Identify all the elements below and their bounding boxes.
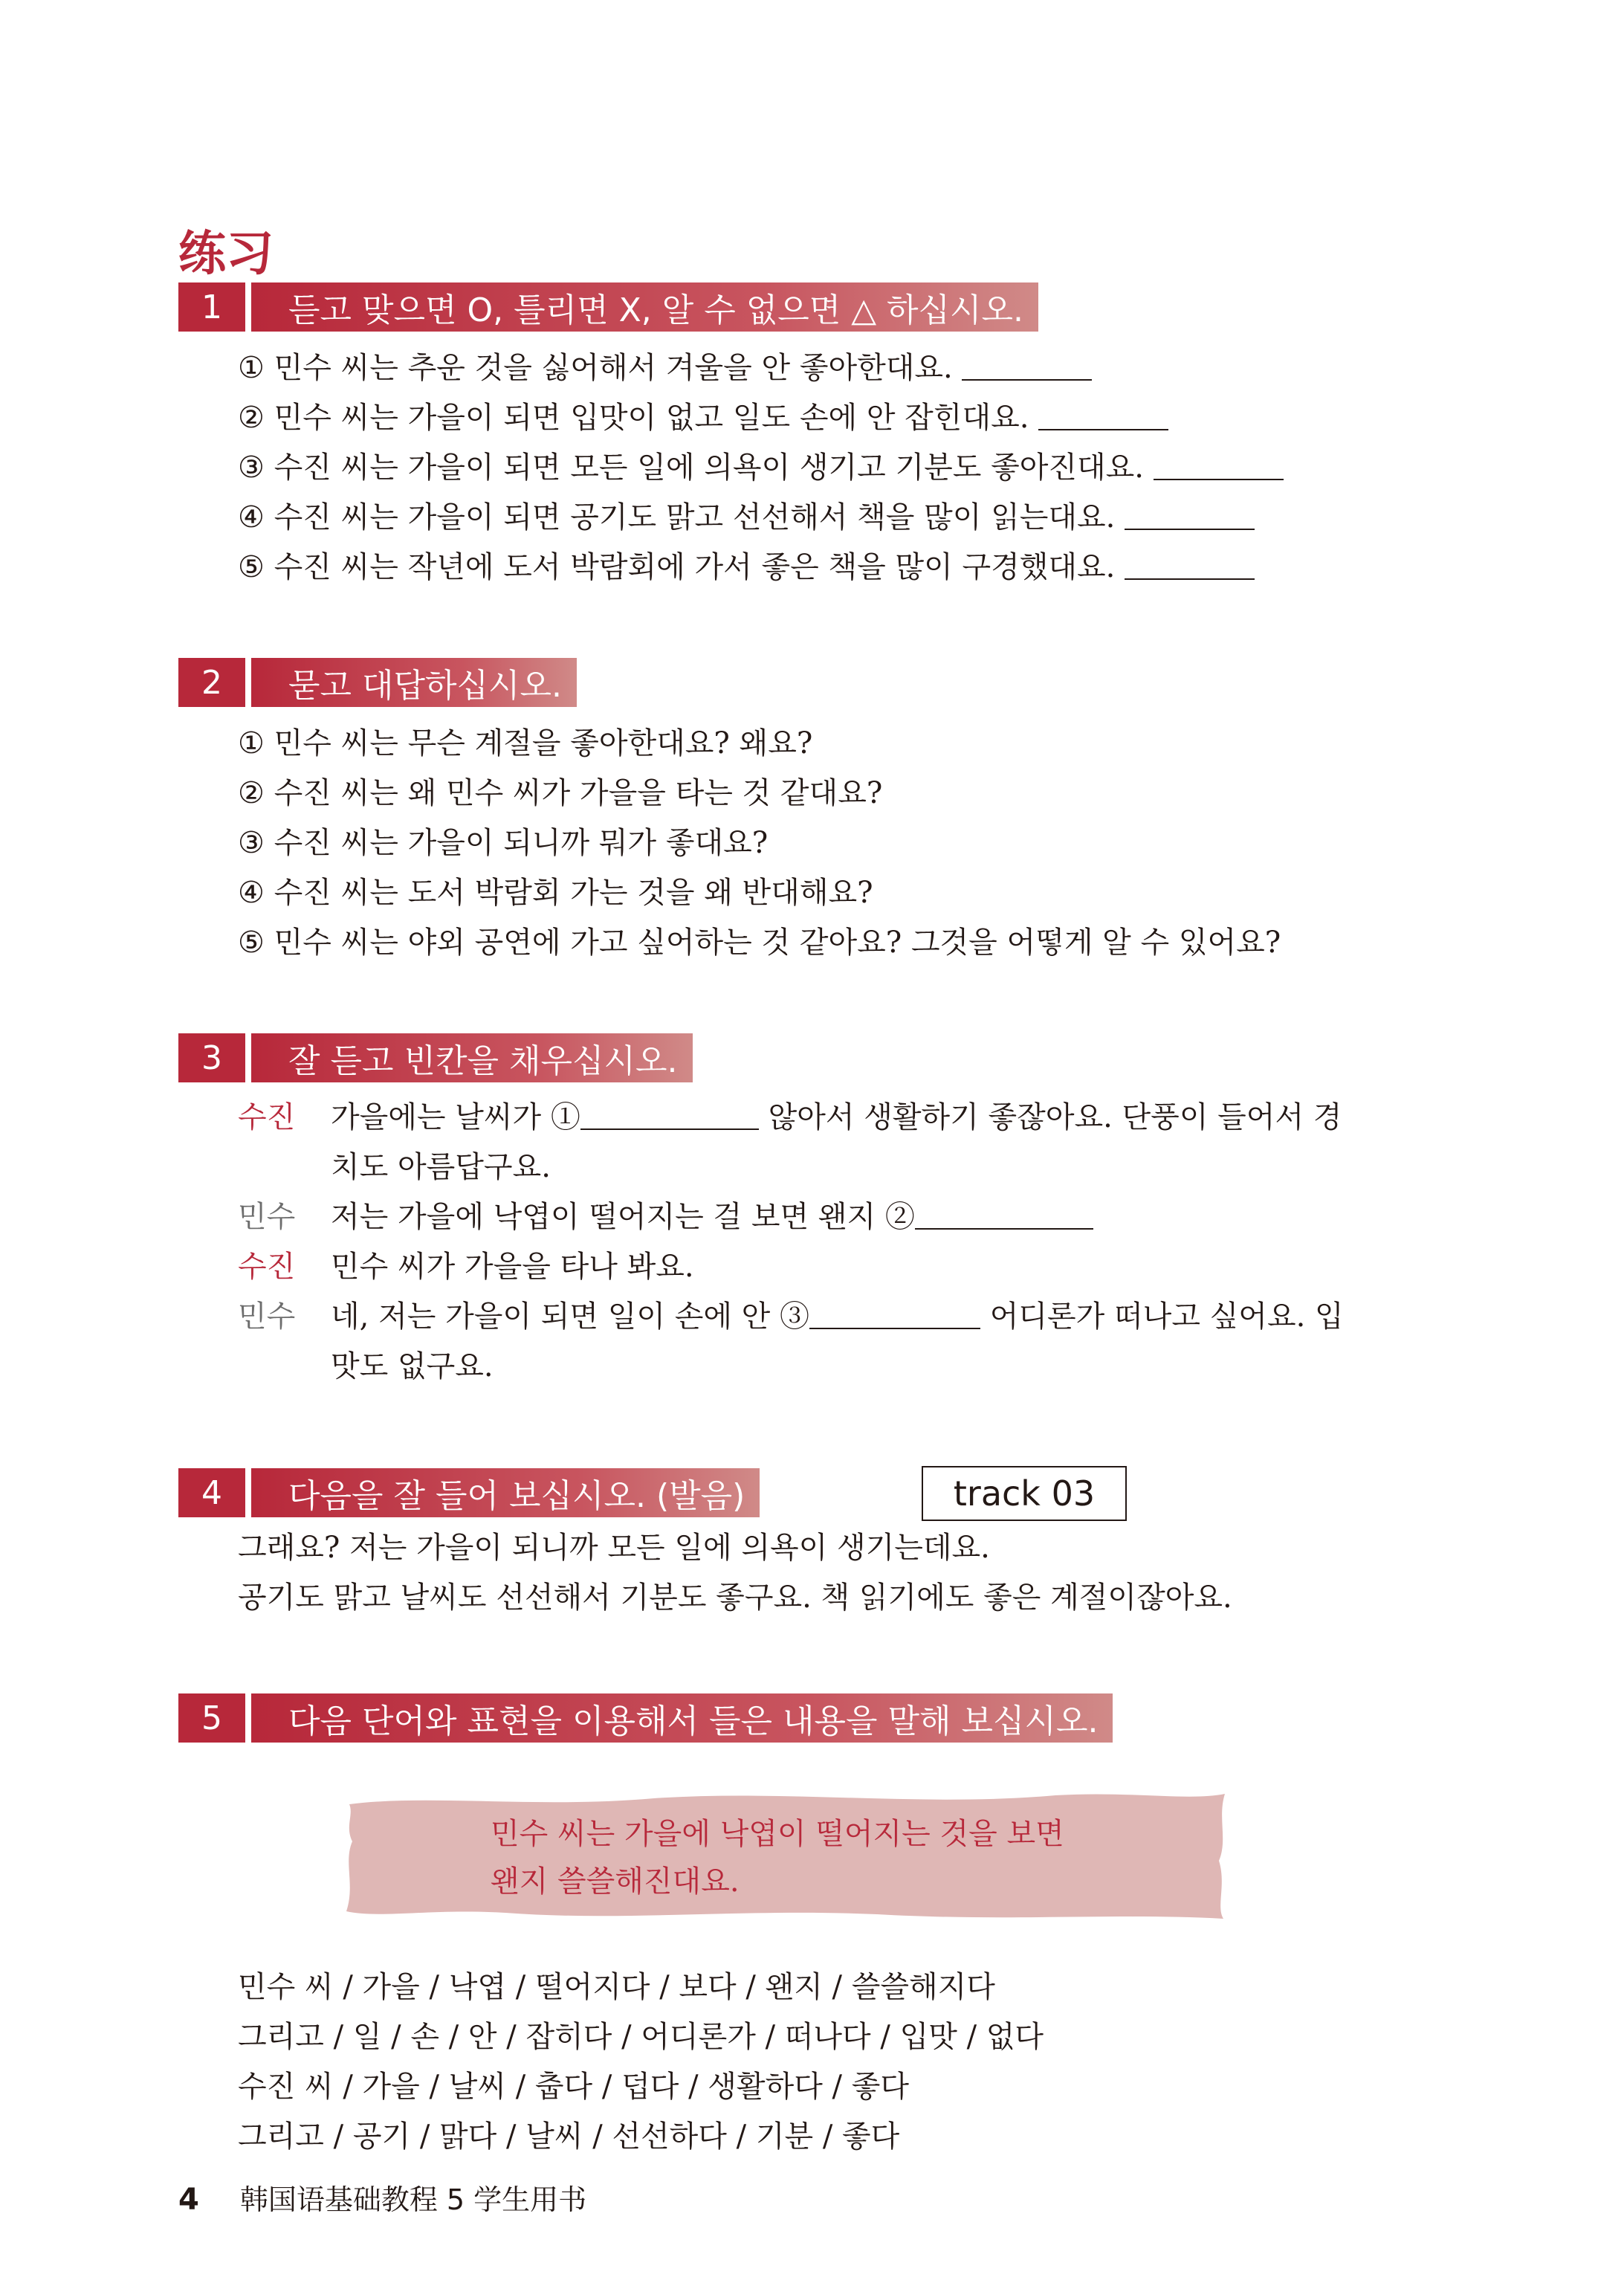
section-2 [178, 658, 1576, 968]
statement-item: ④ 수진 씨는 가을이 되면 공기도 맑고 선선해서 책을 많이 읽는대요. [238, 493, 1576, 543]
fill-blank-2[interactable] [915, 1198, 1093, 1230]
section-header [178, 282, 1576, 332]
section-3 [178, 1033, 1576, 1392]
page-footer [178, 2177, 586, 2218]
question-item: ④ 수진 씨는 도서 박람회 가는 것을 왜 반대해요? [238, 876, 873, 910]
section-number: 4 [178, 1468, 245, 1517]
answer-blank[interactable] [1154, 449, 1284, 480]
example-box [342, 1788, 1230, 1924]
word-line: 그리고 / 일 / 손 / 안 / 잡히다 / 어디론가 / 떠나다 / 입맛 / 없다 [238, 2020, 1044, 2054]
question-item: ① 민수 씨는 무슨 계절을 좋아한대요? 왜요? [238, 726, 813, 761]
audio-track-label[interactable]: track 03 [922, 1466, 1127, 1521]
statement-list [178, 343, 1576, 592]
page-number: 4 [178, 2183, 199, 2217]
speaker-label: 수진 [238, 1100, 296, 1134]
section-number: 3 [178, 1033, 245, 1082]
dialogue [178, 1093, 1576, 1392]
section-number: 5 [178, 1693, 245, 1743]
statement-item: ⑤ 수진 씨는 작년에 도서 박람회에 가서 좋은 책을 많이 구경했대요. [238, 543, 1576, 592]
section-number: 2 [178, 658, 245, 707]
section-title: 듣고 맞으면 O, 틀리면 X, 알 수 없으면 △ 하십시오. [251, 282, 1038, 332]
section-header [178, 1693, 1576, 1743]
section-4 [178, 1468, 1576, 1623]
answer-blank[interactable] [1125, 549, 1255, 580]
section-title: 다음을 잘 들어 보십시오. (발음) [251, 1468, 760, 1517]
question-item: ② 수진 씨는 왜 민수 씨가 가을을 타는 것 같대요? [238, 776, 883, 810]
listening-line: 그래요? 저는 가을이 되니까 모든 일에 의욕이 생기는데요. [238, 1531, 990, 1565]
question-item: ③ 수진 씨는 가을이 되니까 뭐가 좋대요? [238, 826, 769, 860]
answer-blank[interactable] [962, 349, 1092, 381]
section-header [178, 658, 1576, 707]
statement-item: ③ 수진 씨는 가을이 되면 모든 일에 의욕이 생기고 기분도 좋아진대요. [238, 443, 1576, 493]
dialogue-line: 수진 가을에는 날씨가 ① 않아서 생활하기 좋잖아요. 단풍이 들어서 경 치도 아름답구요. [238, 1093, 1576, 1192]
question-item: ⑤ 민수 씨는 야외 공연에 가고 싶어하는 것 같아요? 그것을 어떻게 알 수 있어요? [238, 926, 1281, 960]
speaker-label: 민수 [238, 1200, 296, 1234]
section-5 [178, 1693, 1576, 1743]
section-number: 1 [178, 282, 245, 332]
example-sentence: 민수 씨는 가을에 낙엽이 떨어지는 것을 보면 왠지 쓸쓸해진대요. [491, 1817, 1064, 1899]
word-list [238, 1963, 1044, 2162]
speaker-label: 민수 [238, 1299, 296, 1334]
dialogue-line: 민수 저는 가을에 낙엽이 떨어지는 걸 보면 왠지 ② [238, 1192, 1576, 1242]
dialogue-line: 수진 민수 씨가 가을을 타나 봐요. [238, 1242, 1576, 1292]
page-title: 练习 [178, 227, 274, 282]
listening-line: 공기도 맑고 날씨도 선선해서 기분도 좋구요. 책 읽기에도 좋은 계절이잖아요. [238, 1580, 1232, 1615]
section-title: 잘 듣고 빈칸을 채우십시오. [251, 1033, 693, 1082]
fill-blank-3[interactable] [809, 1298, 980, 1329]
section-header [178, 1468, 1576, 1517]
section-1 [178, 282, 1576, 592]
answer-blank[interactable] [1125, 499, 1255, 530]
answer-blank[interactable] [1038, 399, 1168, 430]
section-title: 묻고 대답하십시오. [251, 658, 577, 707]
book-title: 韩国语基础教程 5 学生用书 [239, 2183, 587, 2216]
section-title: 다음 단어와 표현을 이용해서 들은 내용을 말해 보십시오. [251, 1693, 1113, 1743]
dialogue-line: 민수 네, 저는 가을이 되면 일이 손에 안 ③ 어디론가 떠나고 싶어요. 입 맛도 없구요. [238, 1292, 1576, 1392]
question-list [178, 719, 1576, 968]
word-line: 수진 씨 / 가을 / 날씨 / 춥다 / 덥다 / 생활하다 / 좋다 [238, 2070, 910, 2104]
listening-text [178, 1523, 1576, 1623]
speaker-label: 수진 [238, 1250, 296, 1284]
word-line: 그리고 / 공기 / 맑다 / 날씨 / 선선하다 / 기분 / 좋다 [238, 2119, 900, 2154]
fill-blank-1[interactable] [580, 1099, 759, 1130]
word-line: 민수 씨 / 가을 / 낙엽 / 떨어지다 / 보다 / 왠지 / 쓸쓸해지다 [238, 1970, 995, 2004]
statement-item: ① 민수 씨는 추운 것을 싫어해서 겨울을 안 좋아한대요. [238, 343, 1576, 393]
section-header [178, 1033, 1576, 1082]
statement-item: ② 민수 씨는 가을이 되면 입맛이 없고 일도 손에 안 잡힌대요. [238, 393, 1576, 443]
